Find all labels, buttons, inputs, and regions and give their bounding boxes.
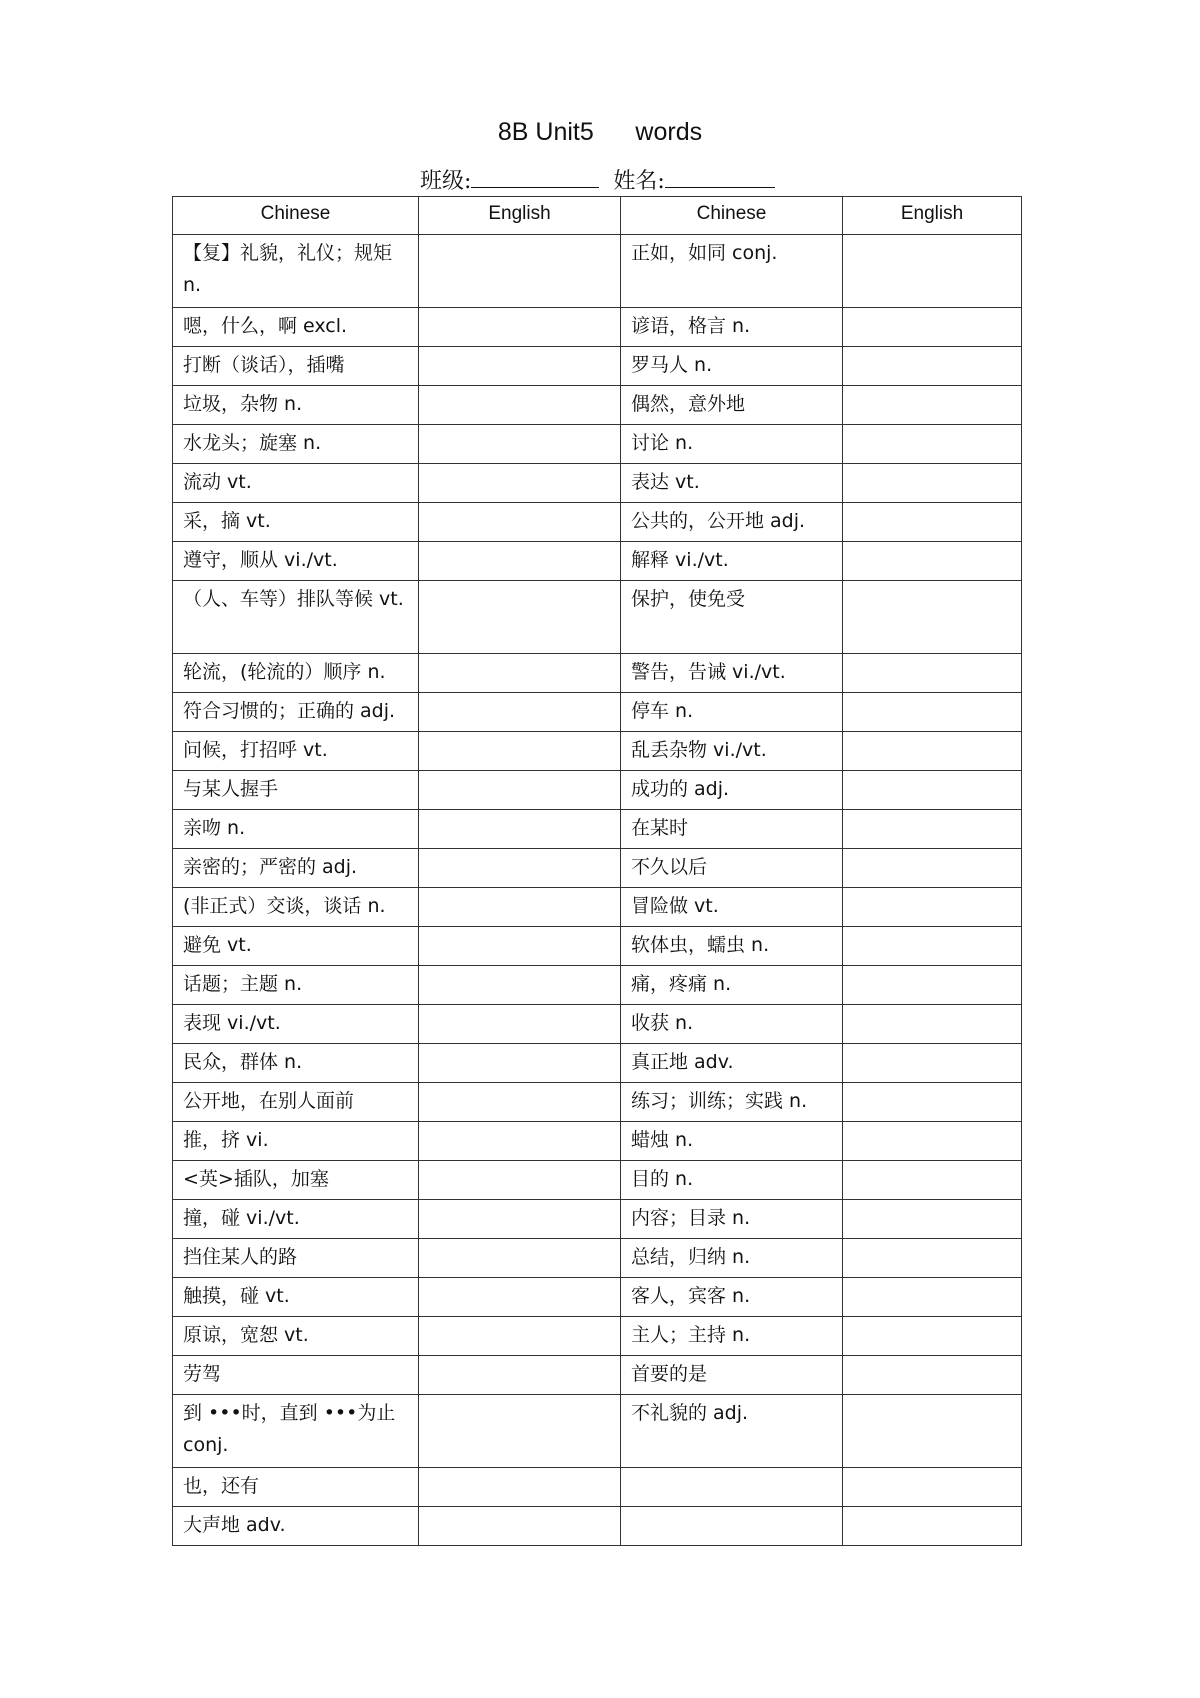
chinese-cell-left: 符合习惯的；正确的 adj. (173, 693, 419, 732)
student-info (420, 163, 775, 198)
name-label: 姓名: (613, 169, 665, 194)
table-row (173, 966, 1022, 1005)
english-answer-cell-left[interactable] (419, 1161, 621, 1200)
chinese-cell-right: 成功的 adj. (621, 771, 843, 810)
chinese-cell-right: 保护，使免受 (621, 581, 843, 654)
chinese-cell-left: 打断（谈话），插嘴 (173, 347, 419, 386)
chinese-cell-right: 目的 n. (621, 1161, 843, 1200)
english-answer-cell-right[interactable] (843, 771, 1022, 810)
chinese-cell-left: 避免 vt. (173, 927, 419, 966)
english-answer-cell-right[interactable] (843, 1044, 1022, 1083)
table-row (173, 1356, 1022, 1395)
table-row (173, 1122, 1022, 1161)
english-answer-cell-left[interactable] (419, 1356, 621, 1395)
english-answer-cell-right[interactable] (843, 849, 1022, 888)
chinese-cell-left: <英>插队，加塞 (173, 1161, 419, 1200)
chinese-cell-right: 表达 vt. (621, 464, 843, 503)
english-answer-cell-left[interactable] (419, 693, 621, 732)
chinese-cell-left: 推，挤 vi. (173, 1122, 419, 1161)
chinese-cell-left: 公开地，在别人面前 (173, 1083, 419, 1122)
chinese-cell-left: 表现 vi./vt. (173, 1005, 419, 1044)
chinese-cell-left: 到 •••时，直到 •••为止 conj. (173, 1395, 419, 1468)
table-row (173, 1278, 1022, 1317)
vocabulary-rows (173, 235, 1022, 1546)
header-english-right: English (843, 197, 1022, 235)
chinese-cell-left: 采，摘 vt. (173, 503, 419, 542)
table-row (173, 693, 1022, 732)
english-answer-cell-left[interactable] (419, 1278, 621, 1317)
english-answer-cell-right[interactable] (843, 308, 1022, 347)
english-answer-cell-left[interactable] (419, 386, 621, 425)
table-row (173, 654, 1022, 693)
table-row (173, 308, 1022, 347)
english-answer-cell-left[interactable] (419, 849, 621, 888)
header-english-left: English (419, 197, 621, 235)
english-answer-cell-left[interactable] (419, 1200, 621, 1239)
table-row (173, 849, 1022, 888)
table-row (173, 1083, 1022, 1122)
english-answer-cell-left[interactable] (419, 1507, 621, 1546)
english-answer-cell-right[interactable] (843, 1200, 1022, 1239)
english-answer-cell-right[interactable] (843, 386, 1022, 425)
chinese-cell-left: 亲密的；严密的 adj. (173, 849, 419, 888)
chinese-cell-right: 罗马人 n. (621, 347, 843, 386)
chinese-cell-right: 谚语，格言 n. (621, 308, 843, 347)
chinese-cell-left: 也，还有 (173, 1468, 419, 1507)
chinese-cell-left: 问候，打招呼 vt. (173, 732, 419, 771)
english-answer-cell-left[interactable] (419, 1239, 621, 1278)
english-answer-cell-right[interactable] (843, 1278, 1022, 1317)
english-answer-cell-right[interactable] (843, 888, 1022, 927)
english-answer-cell-right[interactable] (843, 927, 1022, 966)
english-answer-cell-right[interactable] (843, 503, 1022, 542)
table-row (173, 503, 1022, 542)
chinese-cell-left: 嗯，什么，啊 excl. (173, 308, 419, 347)
english-answer-cell-left[interactable] (419, 542, 621, 581)
chinese-cell-right: 冒险做 vt. (621, 888, 843, 927)
english-answer-cell-left[interactable] (419, 235, 621, 308)
table-row (173, 1507, 1022, 1546)
class-blank (471, 163, 599, 188)
header-chinese-left: Chinese (173, 197, 419, 235)
chinese-cell-right: 不久以后 (621, 849, 843, 888)
english-answer-cell-right[interactable] (843, 464, 1022, 503)
english-answer-cell-right[interactable] (843, 1395, 1022, 1468)
chinese-cell-right: 正如，如同 conj. (621, 235, 843, 308)
table-row (173, 771, 1022, 810)
table-row (173, 1200, 1022, 1239)
chinese-cell-left: 原谅，宽恕 vt. (173, 1317, 419, 1356)
table-row (173, 927, 1022, 966)
english-answer-cell-right[interactable] (843, 810, 1022, 849)
chinese-cell-left: (非正式）交谈，谈话 n. (173, 888, 419, 927)
chinese-cell-left: 挡住某人的路 (173, 1239, 419, 1278)
header-chinese-right: Chinese (621, 197, 843, 235)
chinese-cell-right: 公共的，公开地 adj. (621, 503, 843, 542)
chinese-cell-right: 痛，疼痛 n. (621, 966, 843, 1005)
english-answer-cell-right[interactable] (843, 1005, 1022, 1044)
english-answer-cell-left[interactable] (419, 771, 621, 810)
chinese-cell-right (621, 1468, 843, 1507)
english-answer-cell-left[interactable] (419, 1317, 621, 1356)
chinese-cell-left: 与某人握手 (173, 771, 419, 810)
chinese-cell-left: 流动 vt. (173, 464, 419, 503)
english-answer-cell-right[interactable] (843, 1507, 1022, 1546)
chinese-cell-left: 触摸，碰 vt. (173, 1278, 419, 1317)
english-answer-cell-right[interactable] (843, 1239, 1022, 1278)
english-answer-cell-right[interactable] (843, 966, 1022, 1005)
table-row (173, 235, 1022, 308)
chinese-cell-right: 在某时 (621, 810, 843, 849)
chinese-cell-left: 大声地 adv. (173, 1507, 419, 1546)
chinese-cell-right: 练习；训练；实践 n. (621, 1083, 843, 1122)
chinese-cell-right: 软体虫，蠕虫 n. (621, 927, 843, 966)
name-blank (665, 163, 775, 188)
class-label: 班级: (420, 169, 472, 194)
english-answer-cell-left[interactable] (419, 1395, 621, 1468)
page-title: 8B Unit5 words (497, 118, 703, 146)
header-row (173, 197, 1022, 235)
english-answer-cell-left[interactable] (419, 927, 621, 966)
chinese-cell-left: 水龙头；旋塞 n. (173, 425, 419, 464)
english-answer-cell-right[interactable] (843, 693, 1022, 732)
chinese-cell-right: 解释 vi./vt. (621, 542, 843, 581)
chinese-cell-left: 轮流，(轮流的）顺序 n. (173, 654, 419, 693)
english-answer-cell-left[interactable] (419, 888, 621, 927)
english-answer-cell-right[interactable] (843, 654, 1022, 693)
table-row (173, 1317, 1022, 1356)
english-answer-cell-left[interactable] (419, 966, 621, 1005)
english-answer-cell-left[interactable] (419, 425, 621, 464)
english-answer-cell-right[interactable] (843, 732, 1022, 771)
english-answer-cell-right[interactable] (843, 425, 1022, 464)
chinese-cell-right: 内容；目录 n. (621, 1200, 843, 1239)
english-answer-cell-left[interactable] (419, 1083, 621, 1122)
english-answer-cell-left[interactable] (419, 1005, 621, 1044)
english-answer-cell-left[interactable] (419, 308, 621, 347)
english-answer-cell-right[interactable] (843, 1468, 1022, 1507)
english-answer-cell-left[interactable] (419, 1044, 621, 1083)
english-answer-cell-left[interactable] (419, 581, 621, 654)
chinese-cell-left: 劳驾 (173, 1356, 419, 1395)
english-answer-cell-left[interactable] (419, 503, 621, 542)
table-row (173, 1468, 1022, 1507)
chinese-cell-left: 遵守，顺从 vi./vt. (173, 542, 419, 581)
chinese-cell-left: 亲吻 n. (173, 810, 419, 849)
table-row (173, 810, 1022, 849)
table-row (173, 1005, 1022, 1044)
chinese-cell-right: 真正地 adv. (621, 1044, 843, 1083)
chinese-cell-left: 话题；主题 n. (173, 966, 419, 1005)
english-answer-cell-right[interactable] (843, 1122, 1022, 1161)
chinese-cell-right: 总结，归纳 n. (621, 1239, 843, 1278)
chinese-cell-right: 讨论 n. (621, 425, 843, 464)
vocabulary-table (172, 196, 1022, 1546)
chinese-cell-right: 收获 n. (621, 1005, 843, 1044)
english-answer-cell-right[interactable] (843, 1083, 1022, 1122)
chinese-cell-left: （人、车等）排队等候 vt. (173, 581, 419, 654)
chinese-cell-left: 【复】礼貌，礼仪；规矩 n. (173, 235, 419, 308)
chinese-cell-right (621, 1507, 843, 1546)
table-row (173, 581, 1022, 654)
chinese-cell-right: 乱丢杂物 vi./vt. (621, 732, 843, 771)
chinese-cell-right: 客人，宾客 n. (621, 1278, 843, 1317)
chinese-cell-right: 首要的是 (621, 1356, 843, 1395)
chinese-cell-left: 撞，碰 vi./vt. (173, 1200, 419, 1239)
chinese-cell-right: 蜡烛 n. (621, 1122, 843, 1161)
english-answer-cell-left[interactable] (419, 732, 621, 771)
chinese-cell-left: 垃圾，杂物 n. (173, 386, 419, 425)
english-answer-cell-right[interactable] (843, 1161, 1022, 1200)
table-row (173, 1044, 1022, 1083)
english-answer-cell-left[interactable] (419, 1122, 621, 1161)
english-answer-cell-left[interactable] (419, 1468, 621, 1507)
table-row (173, 888, 1022, 927)
english-answer-cell-left[interactable] (419, 347, 621, 386)
table-row (173, 732, 1022, 771)
english-answer-cell-left[interactable] (419, 810, 621, 849)
table-row (173, 542, 1022, 581)
english-answer-cell-left[interactable] (419, 464, 621, 503)
chinese-cell-right: 警告，告诫 vi./vt. (621, 654, 843, 693)
table-row (173, 347, 1022, 386)
table-row (173, 386, 1022, 425)
chinese-cell-right: 偶然，意外地 (621, 386, 843, 425)
chinese-cell-left: 民众，群体 n. (173, 1044, 419, 1083)
english-answer-cell-right[interactable] (843, 1356, 1022, 1395)
english-answer-cell-right[interactable] (843, 581, 1022, 654)
chinese-cell-right: 停车 n. (621, 693, 843, 732)
english-answer-cell-right[interactable] (843, 347, 1022, 386)
chinese-cell-right: 主人；主持 n. (621, 1317, 843, 1356)
table-row (173, 425, 1022, 464)
english-answer-cell-right[interactable] (843, 542, 1022, 581)
table-row (173, 1239, 1022, 1278)
table-row (173, 1161, 1022, 1200)
english-answer-cell-left[interactable] (419, 654, 621, 693)
table-row (173, 464, 1022, 503)
chinese-cell-right: 不礼貌的 adj. (621, 1395, 843, 1468)
english-answer-cell-right[interactable] (843, 1317, 1022, 1356)
table-row (173, 1395, 1022, 1468)
english-answer-cell-right[interactable] (843, 235, 1022, 308)
